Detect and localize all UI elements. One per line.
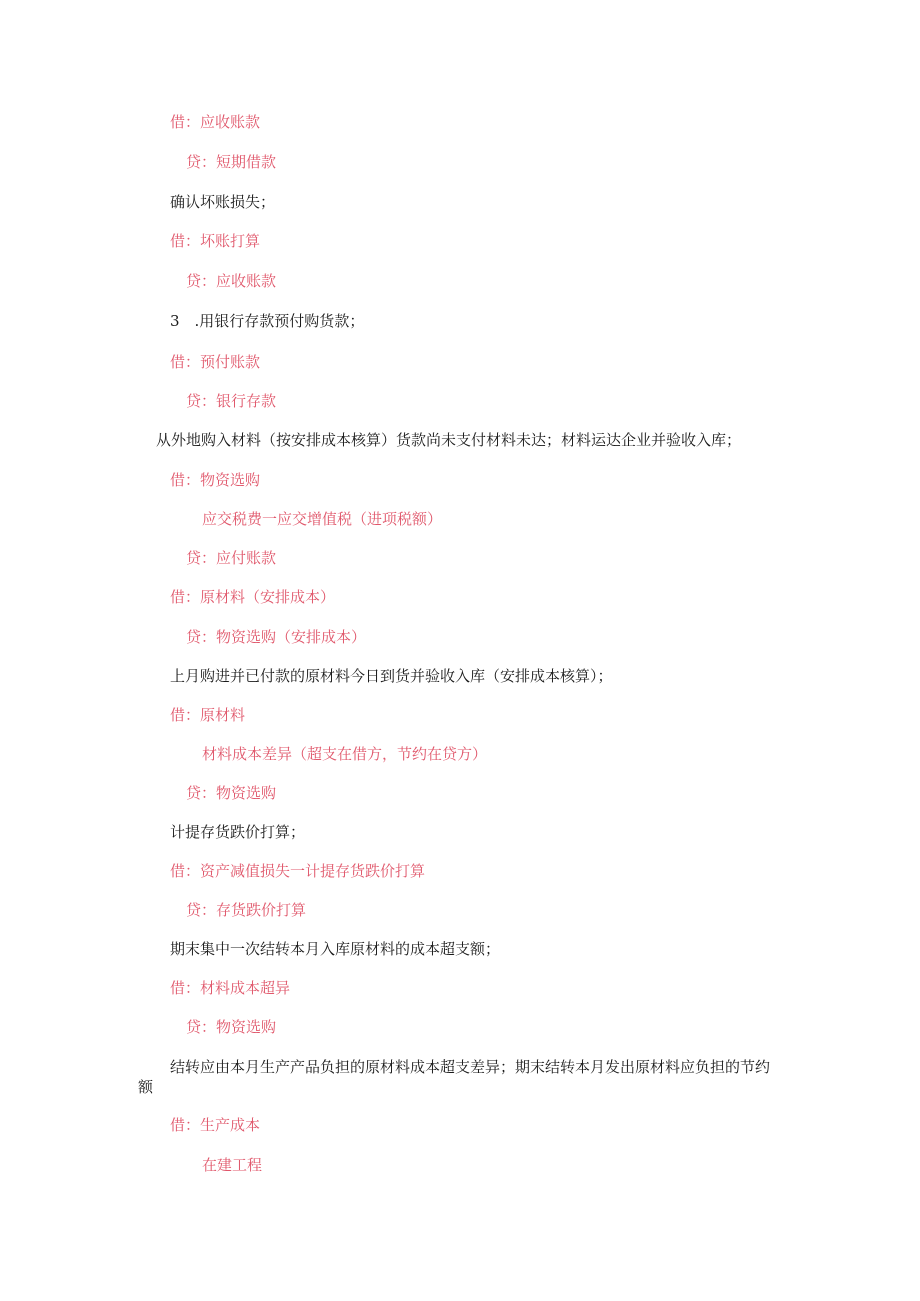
entry-debit-prepaid-accounts: 借：预付账款 <box>170 353 261 371</box>
entry-debit-material-purchase: 借：物资选购 <box>170 471 261 489</box>
entry-credit-material-purchase-plan: 贷：物资选购（安排成本） <box>186 628 367 646</box>
entry-credit-inventory-provision: 贷：存货跌价打算 <box>186 901 307 919</box>
heading-variance-allocation: 结转应由本月生产产品负担的原材料成本超支差异；期末结转本月发出原材料应负担的节约额 <box>138 1058 771 1096</box>
entry-credit-accounts-receivable: 贷：应收账款 <box>186 272 277 290</box>
entry-debit-bad-debt-provision: 借：坏账打算 <box>170 232 261 250</box>
entry-credit-material-purchase-2: 贷：物资选购 <box>186 1018 277 1036</box>
entry-debit-material-cost-variance: 材料成本差异（超支在借方，节约在贷方） <box>202 745 488 763</box>
entry-debit-production-cost: 借：生产成本 <box>170 1116 261 1134</box>
entry-debit-accounts-receivable: 借：应收账款 <box>170 113 261 131</box>
entry-debit-raw-materials: 借：原材料 <box>170 706 246 724</box>
entry-credit-material-purchase: 贷：物资选购 <box>186 784 277 802</box>
entry-credit-short-term-loan: 贷：短期借款 <box>186 153 277 171</box>
entry-credit-bank-deposit: 贷：银行存款 <box>186 392 277 410</box>
heading-period-end-transfer: 期末集中一次结转本月入库原材料的成本超支额； <box>170 940 501 958</box>
heading-bad-debt-loss: 确认坏账损失； <box>170 193 276 211</box>
entry-debit-asset-impairment: 借：资产减值损失一计提存货跌价打算 <box>170 862 426 880</box>
heading-inventory-impairment: 计提存货跌价打算； <box>170 823 306 841</box>
heading-last-month-arrival: 上月购进并已付款的原材料今日到货并验收入库（安排成本核算）； <box>170 667 613 685</box>
entry-debit-material-cost-over: 借：材料成本超异 <box>170 979 291 997</box>
heading-purchase-materials: 从外地购入材料（按安排成本核算）货款尚未支付材料未达；材料运达企业并验收入库； <box>156 431 742 449</box>
entry-debit-raw-materials-plan: 借：原材料（安排成本） <box>170 588 336 606</box>
entry-debit-construction-in-progress: 在建工程 <box>202 1156 263 1174</box>
heading-prepay-purchase: 3 .用银行存款预付购货款； <box>170 312 365 330</box>
entry-credit-accounts-payable: 贷：应付账款 <box>186 549 277 567</box>
entry-debit-vat-input: 应交税费一应交增值税（进项税额） <box>202 510 443 528</box>
